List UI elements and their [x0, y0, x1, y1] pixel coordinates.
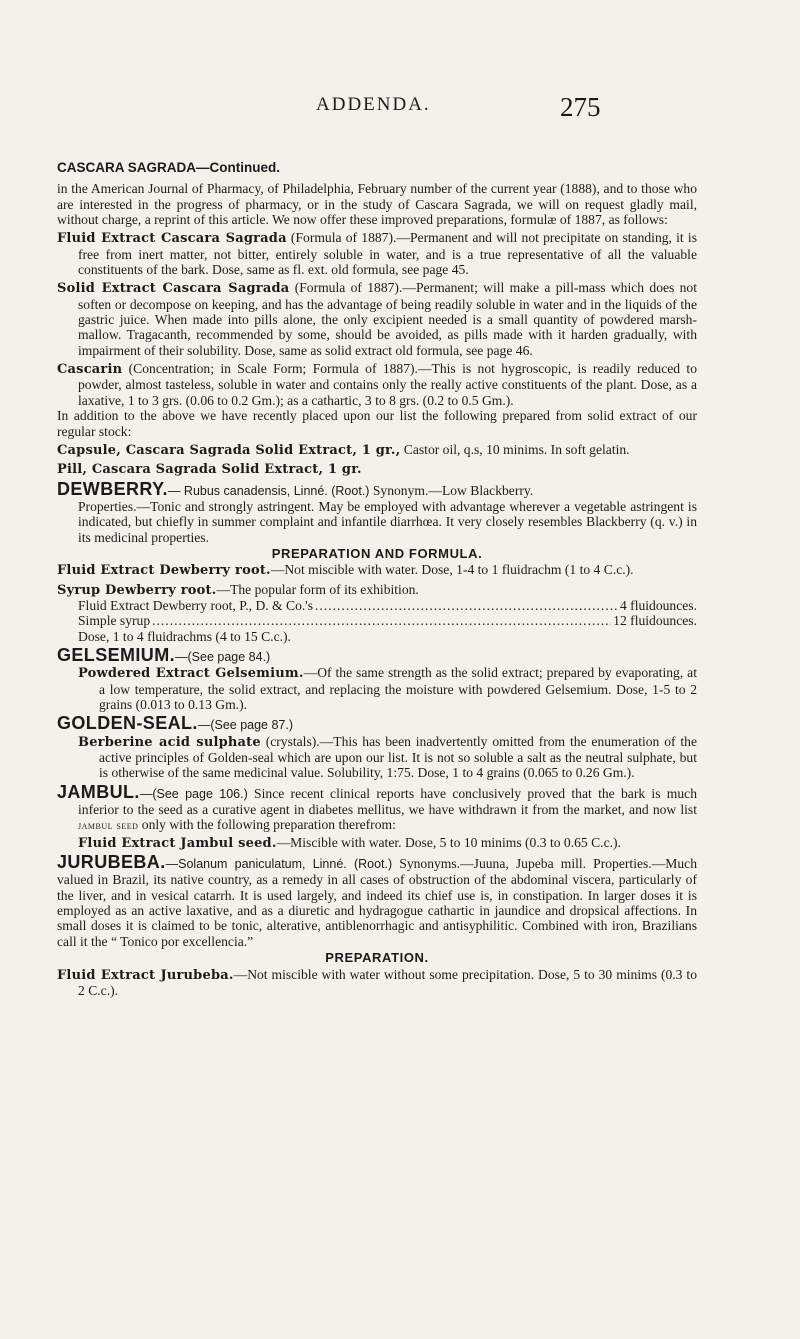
jambul-fluid-extract [78, 835, 697, 851]
entry-text: (Concentration; in Scale Form; Formula of 1887).—This is not hygroscopic, is readily reduced to powder, almost tasteless, soluble in water and contains only the really active constituents of the plant. Dose, as a laxative, 1 to 3 grs. (0.06 to 0.2 Gm.); as a cathartic, 3 to 8 grs. (0.2 to 0.5 Gm.). [78, 361, 697, 408]
entry-title: Berberine acid sulphate [78, 734, 261, 750]
formula-ingredient: Fluid Extract Dewberry root, P., D. & Co.'s [78, 597, 314, 613]
entry-text: —Not miscible with water without some precipitation. Dose, 5 to 30 minims (0.3 to 2 C.c.). [78, 966, 697, 998]
heading-note: —(See page 84.) [175, 649, 271, 664]
jurubeba-entry [57, 852, 697, 949]
heading-word: JURUBEBA. [57, 852, 166, 873]
entry-title: Fluid Extract Dewberry root. [57, 563, 271, 579]
dewberry-syrup [57, 582, 697, 598]
cascara-heading: CASCARA SAGRADA—Continued. [57, 160, 280, 175]
entry-title: Fluid Extract Jurubeba. [57, 967, 234, 983]
heading-note: —(See page 87.) [197, 718, 294, 733]
entry-text: (crystals).—This has been inadvertently omitted from the enumeration of the active principles of Golden-seal which are upon our list. It is not so soluble a salt as the neutral sulphate, but is otherwise of the same medicinal value. Solubility, 1:75. Dose, 1 to 4 grains (0.065 to 0.26 Gm.). [99, 733, 697, 781]
synonyms: Synonyms.—Juuna, Jupeba mill. [392, 856, 587, 872]
entry-title: Cascarin [57, 362, 123, 378]
cascara-capsule [57, 442, 697, 458]
golden-seal-heading [57, 713, 697, 734]
small-caps-term: jambul seed [78, 820, 139, 833]
cascara-solid-extract [57, 280, 697, 358]
cascarin-entry [57, 361, 697, 408]
entry-text: (Formula of 1887).—Permanent and will not precipitate on standing, it is free from inert matter, not bitter, entirely soluble in water, and is a true representative of all the valuable constituents of the bark. Dose, same as fl. ext. old formula, see page 45. [78, 230, 697, 278]
formula-ingredient: Simple syrup [78, 613, 151, 629]
formula-row [78, 613, 697, 628]
berberine-entry [78, 734, 697, 781]
entry-title: Powdered Extract Gelsemium. [78, 666, 304, 682]
gelsemium-powdered-extract [78, 665, 697, 712]
jambul-entry [57, 781, 697, 835]
entry-text: —Of the same strength as the solid extract; prepared by evaporating, at a low temperature, the solid extract, and replacing the moisture with powdered Gelsemium. Dose, 1-5 to 2 grains (0.013 to 0.13 Gm.). [99, 665, 697, 712]
entry-title: Fluid Extract Cascara Sagrada [57, 231, 287, 247]
heading-note: — Rubus canadensis, Linné. (Root.) [167, 483, 370, 498]
entry-text: (Formula of 1887).—Permanent; will make a pill-mass which does not soften or decompose on keeping, and has the advantage of being readily soluble in water and in the liquids of the gastric juice. When made into pills alone, the only excipient needed is a small quantity of powdered marsh-mallow. Tragacanth, recommended by some, should be avoided, as pills made with it harden gradually, with impairment of their solubility. Dose, same as solid extract old formula, see page 46. [78, 280, 697, 358]
formula-quantity: 12 fluidounces. [613, 613, 697, 629]
heading-note: —(See page 106.) [139, 786, 248, 801]
entry-title: Capsule, Cascara Sagrada Solid Extract, 1 gr., [57, 442, 401, 458]
entry-title: Fluid Extract Jambul seed. [78, 835, 277, 851]
leader-dots [315, 598, 618, 613]
jurubeba-fluid-extract [57, 967, 697, 999]
entry-title: Syrup Dewberry root. [57, 582, 217, 598]
gelsemium-heading [57, 644, 697, 665]
cascara-fluid-extract [57, 230, 697, 277]
entry-text: —The popular form of its exhibition. [216, 581, 419, 597]
heading-word: JAMBUL. [57, 781, 140, 802]
page-number: 275 [560, 92, 601, 122]
dewberry-fluid-extract [57, 562, 697, 578]
cascara-addition-note: In addition to the above we have recently placed upon our list the following prepared from solid extract of our regular stock: [57, 408, 697, 439]
running-title: ADDENDA. [316, 94, 431, 115]
synonym: Synonym.—Low Blackberry. [369, 482, 534, 498]
formula-row [78, 598, 697, 613]
formula-quantity: 4 fluidounces. [619, 597, 697, 613]
entry-text: —Miscible with water. Dose, 5 to 10 minims (0.3 to 0.65 C.c.). [276, 834, 621, 850]
heading-note: —Solanum paniculatum, Linné. (Root.) [165, 857, 393, 872]
leader-dots [152, 613, 611, 628]
entry-text: Since recent clinical reports have conclusively proved that the bark is much inferior to the seed as a curative agent in diabetes mellitus, we have withdrawn it from the market, and now list [78, 785, 697, 818]
heading-word: GELSEMIUM. [57, 644, 176, 665]
entry-title: Solid Extract Cascara Sagrada [57, 281, 290, 297]
heading-word: DEWBERRY. [57, 478, 168, 499]
dewberry-properties: Properties.—Tonic and strongly astringent. May be employed with advantage wherever a vegetable astringent is indicated, but chiefly in summer complaint and infantile diarrhœa. It very closely resembles Blackberry (q. v.) in its medicinal properties. [78, 498, 697, 545]
cascara-pill [57, 461, 697, 477]
dewberry-formula [57, 598, 697, 644]
dewberry-heading [57, 478, 697, 499]
entry-text: Properties.—Much valued in Brazil, its native country, as a remedy in all cases of obstruction of the abdominal viscera, particularly of the liver, and in vesical catarrh. It is used largely, and indeed its chief use is, in constipation. In larger doses it is employed as an active laxative, and as a diuretic and hydragogue cathartic in jaundice and dropsical affections. In small doses it is claimed to be tonic, alterative, antiblenorrhagic and antisyphilitic. Combined with iron, Brazilians call it the “ Tonico por excellencia.” [57, 856, 697, 949]
entry-text: only with the following preparation therefrom: [138, 817, 396, 833]
cascara-intro: in the American Journal of Pharmacy, of Philadelphia, February number of the current year (1888), and to those who are interested in the progress of pharmacy, or in the study of Cascara Sagrada, we will on request gladly mail, without charge, a reprint of this article. We now offer these improved preparations, formulæ of 1887, as follows: [57, 181, 697, 228]
entry-text: —Not miscible with water. Dose, 1-4 to 1 fluidrachm (1 to 4 C.c.). [270, 562, 634, 578]
running-head [0, 92, 800, 132]
entry-title: Pill, Cascara Sagrada Solid Extract, 1 gr. [57, 462, 362, 478]
page-body [57, 160, 697, 998]
heading-word: GOLDEN-SEAL. [57, 713, 198, 734]
formula-dose: Dose, 1 to 4 fluidrachms (4 to 15 C.c.). [78, 628, 291, 644]
entry-text: Castor oil, q.s, 10 minims. In soft gelatin. [400, 441, 630, 457]
dewberry-prep-heading: PREPARATION AND FORMULA. [271, 545, 483, 561]
jurubeba-prep-heading: PREPARATION. [325, 950, 429, 966]
